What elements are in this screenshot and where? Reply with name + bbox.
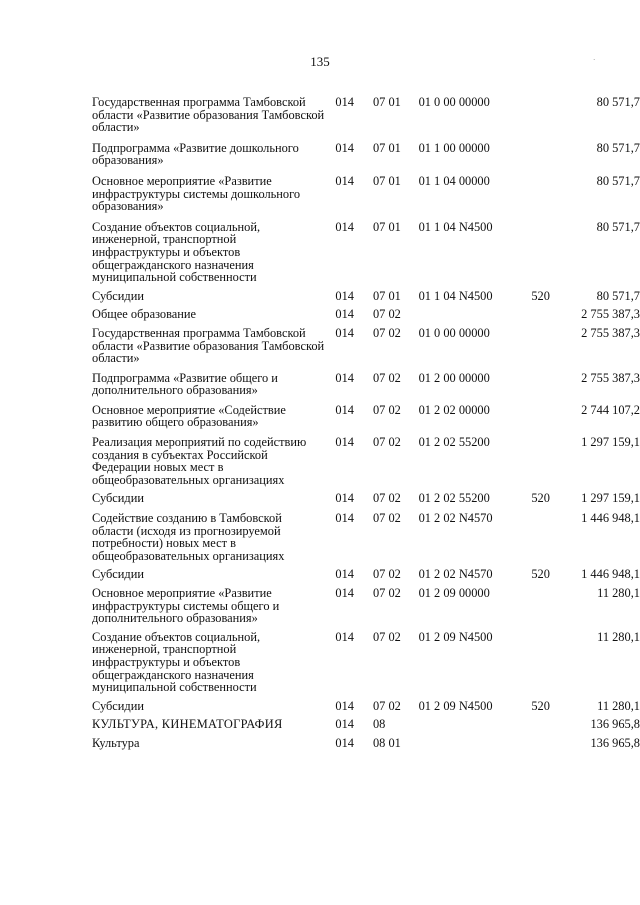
row-target-code: 01 2 09 N4500 <box>418 629 493 644</box>
row-expense-type: 520 <box>531 288 550 303</box>
row-target-code: 01 1 04 00000 <box>418 173 490 188</box>
table-row <box>0 631 640 694</box>
row-name: Основное мероприятие «Развитие инфраструктуры системы общего и дополнительного образования» <box>92 586 280 626</box>
row-section-code: 07 02 <box>372 402 401 417</box>
row-name: Реализация мероприятий по содействию создания в субъектах Российской Федерации новых мест в общеобразовательных организациях <box>92 435 307 487</box>
row-admin-code: 014 <box>335 735 354 750</box>
row-amount: 80 571,7 <box>596 219 640 234</box>
row-admin-code: 014 <box>335 307 354 322</box>
row-expense-type: 520 <box>531 491 550 506</box>
page-mark: · <box>593 56 596 64</box>
row-amount: 1 446 948,1 <box>581 567 640 582</box>
row-name: Создание объектов социальной, инженерной, транспортной инфраструктуры и объектов общегражданского назначения муниципальной собственности <box>92 629 261 695</box>
row-name: Подпрограмма «Развитие общего и дополнительного образования» <box>92 370 278 398</box>
row-amount: 2 755 387,3 <box>581 307 640 322</box>
table-row <box>0 308 640 321</box>
row-target-code: 01 2 02 55200 <box>418 435 490 450</box>
row-section-code: 07 02 <box>372 586 401 600</box>
row-target-code: 01 2 02 N4570 <box>418 567 493 582</box>
row-name: Государственная программа Тамбовской области «Развитие образования Тамбовской области» <box>92 95 325 135</box>
row-expense-type: 520 <box>531 698 550 713</box>
row-name: Субсидии <box>92 288 144 303</box>
table-row <box>0 436 640 486</box>
row-section-code: 07 02 <box>372 325 401 340</box>
page-number: 135 <box>310 54 330 69</box>
row-section-code: 07 01 <box>372 173 401 188</box>
row-target-code: 01 0 00 00000 <box>418 325 490 340</box>
row-admin-code: 014 <box>335 491 354 506</box>
row-amount: 1 297 159,1 <box>581 435 640 450</box>
row-admin-code: 014 <box>335 586 354 600</box>
row-amount: 11 280,1 <box>597 586 640 600</box>
row-admin-code: 014 <box>335 717 354 732</box>
row-admin-code: 014 <box>335 95 354 109</box>
row-amount: 2 755 387,3 <box>581 370 640 385</box>
row-amount: 136 965,8 <box>590 717 640 732</box>
row-admin-code: 014 <box>335 140 354 155</box>
table-row <box>0 700 640 713</box>
row-name: Субсидии <box>92 567 144 582</box>
row-amount: 2 744 107,2 <box>581 402 640 417</box>
row-admin-code: 014 <box>335 325 354 340</box>
row-name: Содействие созданию в Тамбовской области (исходя из прогнозируемой потребности) новых мест в общеобразовательных организациях <box>92 511 285 563</box>
table-row <box>0 568 640 581</box>
row-admin-code: 014 <box>335 435 354 450</box>
table-row <box>0 718 640 731</box>
row-admin-code: 014 <box>335 219 354 234</box>
row-amount: 136 965,8 <box>590 735 640 750</box>
table-row <box>0 587 640 625</box>
row-amount: 2 755 387,3 <box>581 325 640 340</box>
row-name: Государственная программа Тамбовской области «Развитие образования Тамбовской области» <box>92 325 325 366</box>
budget-table <box>0 90 640 750</box>
row-target-code: 01 2 02 55200 <box>418 491 490 506</box>
row-amount: 80 571,7 <box>596 95 640 109</box>
row-target-code: 01 2 09 N4500 <box>418 698 493 713</box>
table-row <box>0 372 640 397</box>
row-section-code: 08 <box>372 717 386 732</box>
row-section-code: 07 02 <box>372 567 401 582</box>
row-admin-code: 014 <box>335 511 354 526</box>
table-row <box>0 221 640 284</box>
row-name: Общее образование <box>92 307 197 322</box>
row-section-code: 07 02 <box>372 370 401 385</box>
row-section-code: 07 01 <box>372 140 401 155</box>
row-name: КУЛЬТУРА, КИНЕМАТОГРАФИЯ <box>92 717 283 732</box>
table-row <box>0 404 640 429</box>
row-amount: 80 571,7 <box>596 140 640 155</box>
row-admin-code: 014 <box>335 567 354 582</box>
table-row <box>0 737 640 750</box>
row-amount: 80 571,7 <box>596 173 640 188</box>
row-name: Основное мероприятие «Развитие инфраструктуры системы дошкольного образования» <box>92 173 301 214</box>
row-section-code: 07 02 <box>372 511 401 526</box>
row-target-code: 01 1 04 N4500 <box>418 288 493 303</box>
table-row <box>0 175 640 213</box>
row-section-code: 07 02 <box>372 435 401 450</box>
row-amount: 11 280,1 <box>597 629 640 644</box>
row-expense-type: 520 <box>531 567 550 582</box>
row-target-code: 01 2 02 00000 <box>418 402 490 417</box>
row-name: Культура <box>92 735 140 750</box>
table-row <box>0 96 640 134</box>
row-section-code: 07 02 <box>372 491 401 506</box>
row-section-code: 07 02 <box>372 307 401 322</box>
row-admin-code: 014 <box>335 370 354 385</box>
row-amount: 1 446 948,1 <box>581 511 640 526</box>
row-section-code: 08 01 <box>372 735 401 750</box>
row-amount: 80 571,7 <box>596 288 640 303</box>
row-section-code: 07 01 <box>372 95 401 109</box>
row-target-code: 01 2 09 00000 <box>418 586 490 600</box>
table-row <box>0 492 640 505</box>
row-section-code: 07 01 <box>372 219 401 234</box>
row-target-code: 01 1 00 00000 <box>418 140 490 155</box>
row-section-code: 07 02 <box>372 629 401 644</box>
row-admin-code: 014 <box>335 629 354 644</box>
row-amount: 11 280,1 <box>597 698 640 713</box>
row-name: Создание объектов социальной, инженерной, транспортной инфраструктуры и объектов общегражданского назначения муниципальной собственности <box>92 219 261 285</box>
row-target-code: 01 2 00 00000 <box>418 370 490 385</box>
table-row <box>0 327 640 365</box>
row-name: Субсидии <box>92 698 144 713</box>
row-section-code: 07 02 <box>372 698 401 713</box>
row-section-code: 07 01 <box>372 288 401 303</box>
row-target-code: 01 2 02 N4570 <box>418 511 493 526</box>
row-admin-code: 014 <box>335 288 354 303</box>
row-admin-code: 014 <box>335 698 354 713</box>
row-name: Основное мероприятие «Содействие развитию общего образования» <box>92 402 286 430</box>
row-name: Субсидии <box>92 491 144 506</box>
row-target-code: 01 0 00 00000 <box>418 95 490 109</box>
table-row <box>0 290 640 303</box>
row-amount: 1 297 159,1 <box>581 491 640 506</box>
row-target-code: 01 1 04 N4500 <box>418 219 493 234</box>
row-admin-code: 014 <box>335 402 354 417</box>
table-row <box>0 142 640 167</box>
row-name: Подпрограмма «Развитие дошкольного образования» <box>92 140 299 168</box>
row-admin-code: 014 <box>335 173 354 188</box>
table-row <box>0 512 640 562</box>
